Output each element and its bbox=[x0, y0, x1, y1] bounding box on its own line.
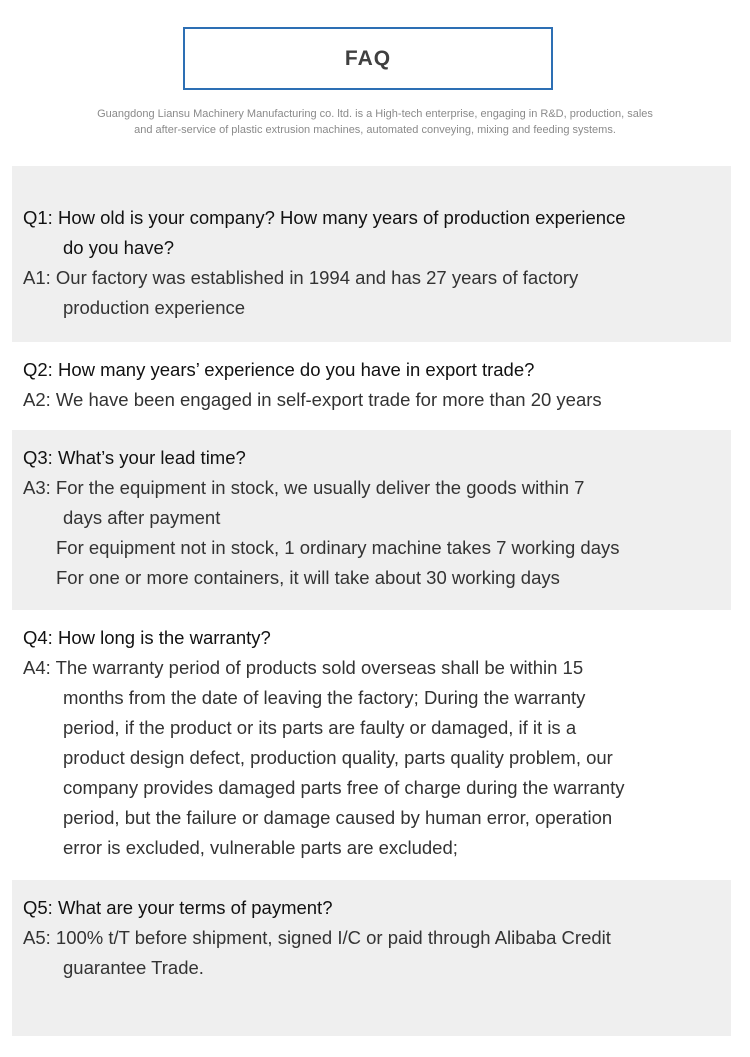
answer-line: period, but the failure or damage caused by human error, operation bbox=[63, 807, 613, 828]
company-intro bbox=[40, 106, 710, 138]
answer-line: production experience bbox=[63, 297, 246, 318]
question-line: Q2: How many years’ experience do you have in export trade? bbox=[23, 359, 535, 380]
faq-item-1 bbox=[12, 166, 731, 342]
answer-line: months from the date of leaving the factory; During the warranty bbox=[63, 687, 586, 708]
faq-title-box bbox=[183, 27, 553, 90]
faq-list bbox=[12, 166, 731, 1036]
answer-line: A4: The warranty period of products sold overseas shall be within 15 bbox=[23, 657, 584, 678]
faq-item-4 bbox=[12, 610, 731, 880]
question-line: Q3: What’s your lead time? bbox=[23, 447, 246, 468]
answer-line: A5: 100% t/T before shipment, signed I/C or paid through Alibaba Credit bbox=[23, 927, 611, 948]
faq-item-3 bbox=[12, 430, 731, 610]
question-line: Q1: How old is your company? How many years of production experience bbox=[23, 207, 626, 228]
answer-line: company provides damaged parts free of charge during the warranty bbox=[63, 777, 625, 798]
answer-line: A3: For the equipment in stock, we usually deliver the goods within 7 bbox=[23, 477, 585, 498]
faq-item-2 bbox=[12, 342, 731, 430]
answer-line: days after payment bbox=[63, 507, 221, 528]
page-title: FAQ bbox=[344, 46, 392, 70]
question-line: do you have? bbox=[63, 237, 175, 258]
answer-line: guarantee Trade. bbox=[63, 957, 204, 978]
intro-line: and after-service of plastic extrusion machines, automated conveying, mixing and feeding systems. bbox=[134, 124, 616, 136]
question-line: Q5: What are your terms of payment? bbox=[23, 897, 333, 918]
answer-line: period, if the product or its parts are faulty or damaged, if it is a bbox=[63, 717, 577, 738]
answer-line: A2: We have been engaged in self-export trade for more than 20 years bbox=[23, 389, 602, 410]
answer-line: For one or more containers, it will take about 30 working days bbox=[56, 567, 560, 588]
answer-line: error is excluded, vulnerable parts are excluded; bbox=[63, 837, 458, 858]
question-line: Q4: How long is the warranty? bbox=[23, 627, 271, 648]
answer-line: product design defect, production quality, parts quality problem, our bbox=[63, 747, 613, 768]
intro-line: Guangdong Liansu Machinery Manufacturing co. ltd. is a High-tech enterprise, engaging in R&D, production, sales bbox=[97, 108, 653, 120]
answer-line: For equipment not in stock, 1 ordinary machine takes 7 working days bbox=[56, 537, 620, 558]
answer-line: A1: Our factory was established in 1994 and has 27 years of factory bbox=[23, 267, 579, 288]
faq-item-5 bbox=[12, 880, 731, 1036]
